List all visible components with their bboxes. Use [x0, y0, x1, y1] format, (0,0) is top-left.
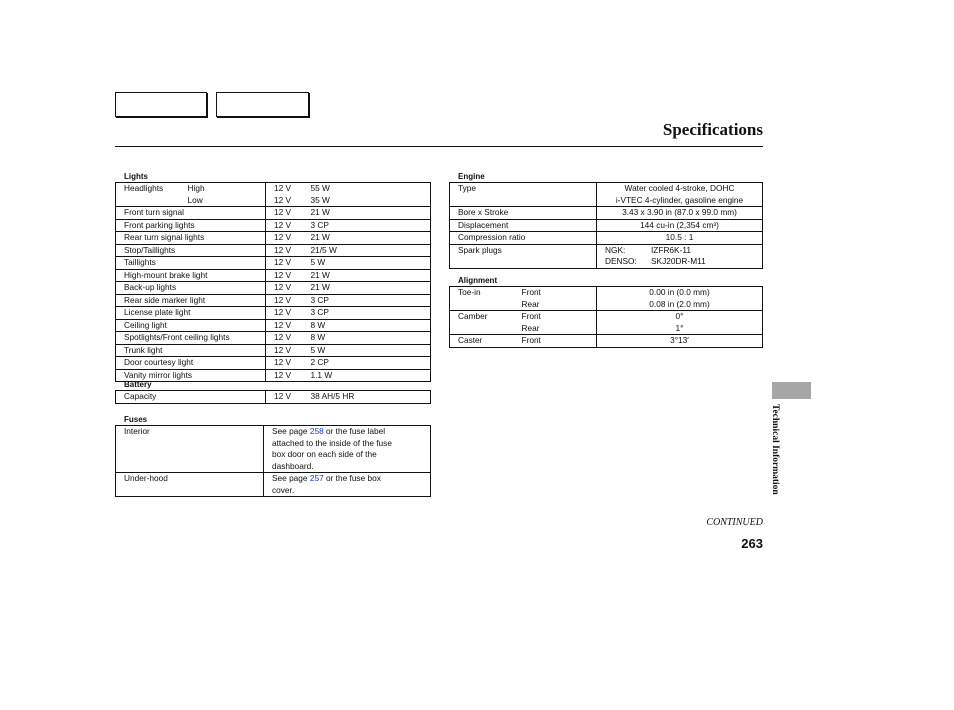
fuses-label: Fuses: [124, 415, 148, 424]
cell-name: Trunk light: [116, 344, 266, 357]
cell-rating: 1.1 W: [303, 369, 431, 382]
cell-value: 144 cu-in (2,354 cm³): [597, 219, 763, 232]
section-tab-marker: [772, 382, 811, 399]
cell-name: Caster: [450, 335, 514, 348]
table-row: [116, 332, 431, 345]
cell-volt: 12 V: [266, 207, 303, 220]
cell-name: Under-hood: [116, 473, 264, 497]
battery-label: Battery: [124, 380, 152, 389]
cell-value: See page 257 or the fuse box cover.: [264, 473, 431, 497]
cell-sub: Front: [514, 335, 597, 348]
cell-name: Displacement: [450, 219, 597, 232]
table-row: [450, 299, 763, 311]
table-row: [116, 257, 431, 270]
cell-rating: 21 W: [303, 232, 431, 245]
cell-volt: 12 V: [274, 183, 292, 193]
lights-table: [115, 182, 431, 382]
title-divider: [115, 146, 763, 147]
cell-name: License plate light: [116, 307, 266, 320]
cell-name: Compression ratio: [450, 232, 597, 245]
table-row: [450, 323, 763, 335]
cell-volt: 12 V: [266, 232, 303, 245]
table-row: [116, 344, 431, 357]
page-link[interactable]: 258: [309, 426, 324, 436]
cell-value: See page 258 or the fuse label attached to the inside of the fuse box door on each side of the dashboard.: [272, 426, 392, 471]
cell-volt: 12 V: [266, 257, 303, 270]
table-row: [450, 287, 763, 299]
cell-rating: 35 W: [310, 194, 330, 205]
cell-sub: Front: [514, 311, 597, 323]
table-row: [116, 294, 431, 307]
alignment-label: Alignment: [458, 276, 498, 285]
continued-label: CONTINUED: [706, 517, 763, 528]
cell-name: Interior: [116, 426, 264, 473]
cell-value: 1°: [675, 322, 684, 333]
cell-volt: 12 V: [266, 357, 303, 370]
cell-sub: Rear: [514, 299, 597, 311]
cell-name: Taillights: [116, 257, 266, 270]
table-row: [116, 319, 431, 332]
cell-sub: High: [180, 183, 266, 195]
cell-name: Bore x Stroke: [450, 207, 597, 220]
side-tab-label: Technical Information: [770, 404, 780, 495]
table-row: [116, 369, 431, 382]
cell-rating: 21/5 W: [303, 244, 431, 257]
cell-volt: 12 V: [266, 294, 303, 307]
table-row: [116, 207, 431, 220]
table-row: [116, 391, 431, 404]
table-row: [116, 473, 431, 497]
table-row: [450, 311, 763, 323]
cell-name: Capacity: [116, 391, 266, 404]
fuses-table: [115, 425, 431, 497]
cell-name: Toe-in: [458, 287, 481, 297]
cell-rating: 3 CP: [303, 307, 431, 320]
cell-volt: 12 V: [266, 332, 303, 345]
cell-volt: 12 V: [266, 244, 303, 257]
engine-table: [449, 182, 763, 269]
lights-label: Lights: [124, 172, 148, 181]
cell-volt: 12 V: [266, 369, 303, 382]
cell-rating: 8 W: [303, 319, 431, 332]
cell-value: 0°: [597, 311, 763, 323]
table-row: [116, 307, 431, 320]
table-row: [116, 269, 431, 282]
page-number: 263: [741, 536, 763, 551]
cell-rating: 3 CP: [303, 294, 431, 307]
table-row: [450, 183, 763, 207]
table-row: [116, 282, 431, 295]
cell-sub: Rear: [514, 323, 597, 335]
cell-name: Spotlights/Front ceiling lights: [116, 332, 266, 345]
cell-name: Spark plugs: [450, 244, 597, 268]
cell-name: Front parking lights: [116, 219, 266, 232]
cell-name: Camber: [450, 311, 514, 323]
cell-name: Front turn signal: [116, 207, 266, 220]
cell-name: Headlights: [124, 183, 164, 193]
cell-rating: 55 W: [310, 183, 330, 193]
cell-volt: 12 V: [266, 282, 303, 295]
table-row: [116, 426, 431, 473]
battery-table: [115, 390, 431, 404]
table-row: [116, 195, 431, 207]
cell-rating: 21 W: [303, 269, 431, 282]
cell-volt: 12 V: [274, 391, 292, 401]
cell-name: Vanity mirror lights: [116, 369, 266, 382]
cell-volt: 12 V: [266, 269, 303, 282]
cell-rating: 21 W: [303, 207, 431, 220]
table-row: [450, 335, 763, 348]
cell-value: 10.5 : 1: [597, 232, 763, 245]
cell-sub: Front: [514, 287, 597, 299]
cell-volt: 12 V: [266, 307, 303, 320]
page-title: Specifications: [662, 120, 763, 139]
cell-rating: 21 W: [303, 282, 431, 295]
cell-rating: 2 CP: [303, 357, 431, 370]
cell-value: 0.08 in (2.0 mm): [649, 298, 710, 309]
nav-button-left[interactable]: [115, 92, 207, 117]
cell-name: Ceiling light: [116, 319, 266, 332]
engine-label: Engine: [458, 172, 485, 181]
table-row: [116, 357, 431, 370]
table-row: [116, 219, 431, 232]
cell-name: Rear side marker light: [116, 294, 266, 307]
page-link[interactable]: 257: [309, 473, 324, 483]
table-row: [116, 232, 431, 245]
cell-rating: 38 AH/5 HR: [310, 391, 355, 401]
cell-name: Type: [450, 183, 597, 207]
cell-name: Door courtesy light: [116, 357, 266, 370]
table-row: [450, 244, 763, 268]
table-row: [450, 219, 763, 232]
cell-volt: 12 V: [266, 344, 303, 357]
cell-value: Water cooled 4-stroke, DOHC i-VTEC 4-cylinder, gasoline engine: [615, 183, 744, 205]
table-row: [450, 207, 763, 220]
cell-rating: 5 W: [303, 257, 431, 270]
cell-volt: 12 V: [266, 219, 303, 232]
nav-button-right[interactable]: [216, 92, 309, 117]
cell-volt: 12 V: [266, 319, 303, 332]
cell-value: 3°13′: [597, 335, 763, 348]
cell-rating: 5 W: [303, 344, 431, 357]
cell-sub: Low: [180, 195, 266, 207]
cell-name: Back-up lights: [116, 282, 266, 295]
alignment-table: [449, 286, 763, 348]
cell-value: 3.43 x 3.90 in (87.0 x 99.0 mm): [597, 207, 763, 220]
cell-value: NGK: IZFR6K-11 DENSO: SKJ20DR-M11: [597, 244, 763, 268]
cell-name: Rear turn signal lights: [116, 232, 266, 245]
cell-rating: 3 CP: [303, 219, 431, 232]
table-row: [450, 232, 763, 245]
cell-name: High-mount brake light: [116, 269, 266, 282]
cell-value: 0.00 in (0.0 mm): [649, 287, 710, 297]
cell-name: Stop/Taillights: [116, 244, 266, 257]
table-row: [116, 244, 431, 257]
table-row: [116, 183, 431, 195]
cell-volt: 12 V: [274, 194, 292, 205]
cell-rating: 8 W: [303, 332, 431, 345]
